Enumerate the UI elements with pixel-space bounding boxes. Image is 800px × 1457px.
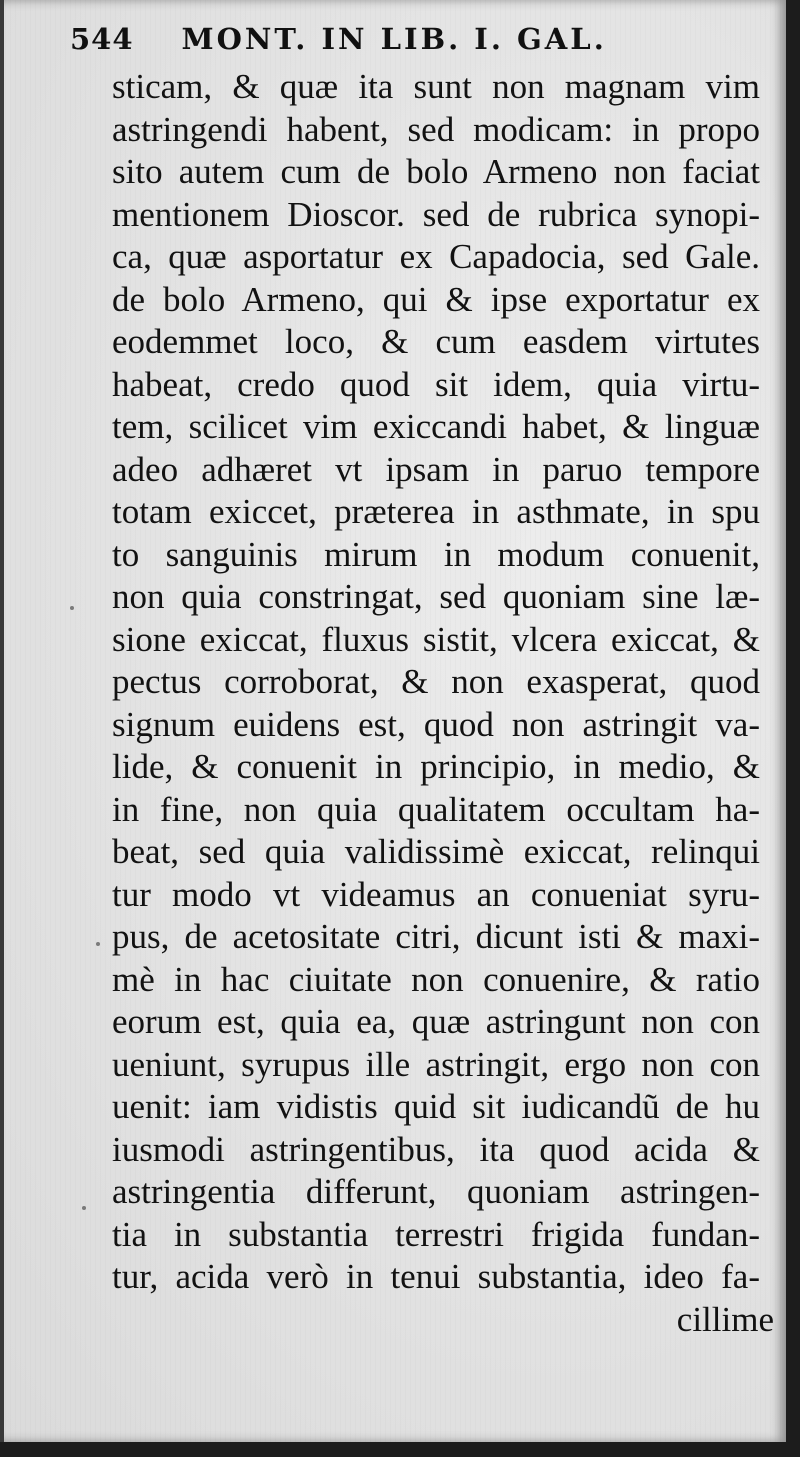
text-line: tia in substantia terrestri frigida fundan- [112,1214,760,1254]
text-line: non quia constringat, sed quoniam sine læ- [112,577,760,616]
text-line: pus, de acetositate citri, dicunt isti & maxi- [112,917,760,956]
text-line: sito autem cum de bolo Armeno non faciat [112,152,760,191]
text-line: iusmodi astringentibus, ita quod acida & [112,1129,760,1169]
text-line: sione exiccat, fluxus sistit, vlcera exiccat, & [112,619,760,659]
text-line: in fine, non quia qualitatem occultam ha- [112,789,760,829]
catchword: cillime [676,1299,774,1339]
text-line: pectus corroborat, & non exasperat, quod [112,662,760,701]
paper-speck [96,942,100,946]
text-line: de bolo Armeno, qui & ipse exportatur ex [112,279,760,319]
text-line: ca, quæ asportatur ex Capadocia, sed Gale. [112,237,760,276]
text-line: sticam, & quæ ita sunt non magnam vim [112,67,760,106]
text-line: astringentia differunt, quoniam astringen- [112,1172,760,1211]
running-head [70,14,690,64]
running-title: MONT. IN LIB. I. GAL. [181,22,607,56]
text-line: to sanguinis mirum in modum conuenit, [112,534,760,574]
text-line: uenit: iam vidistis quid sit iudicandũ de hu [112,1087,760,1126]
text-line: totam exiccet, præterea in asthmate, in spu [112,492,760,531]
text-line: tur, acida verò in tenui substantia, ideo fa- [112,1257,760,1296]
text-line: mè in hac ciuitate non conuenire, & ratio [112,959,760,999]
text-line: beat, sed quia validissimè exiccat, relinqui [112,832,760,871]
paper-speck [70,606,74,610]
text-line: signum euidens est, quod non astringit va- [112,704,760,744]
text-line: lide, & conuenit in principio, in medio, & [112,747,760,786]
paper-speck [120,128,124,132]
text-line: astringendi habent, sed modicam: in propo [112,109,760,149]
text-line: adeo adhæret vt ipsam in paruo tempore [112,449,760,489]
text-line: tur modo vt videamus an conueniat syru- [112,874,760,914]
paper-speck [82,1206,86,1210]
text-line: eorum est, quia ea, quæ astringunt non con [112,1002,760,1041]
text-line: eodemmet loco, & cum easdem virtutes [112,322,760,361]
text-line: tem, scilicet vim exiccandi habet, & linguæ [112,407,760,446]
page-number: 544 [70,22,134,56]
text-block [112,66,772,1341]
text-line: habeat, credo quod sit idem, quia virtu- [112,364,760,404]
text-line: mentionem Dioscor. sed de rubrica synopi- [112,194,760,234]
text-line: ueniunt, syrupus ille astringit, ergo non con [112,1044,760,1084]
